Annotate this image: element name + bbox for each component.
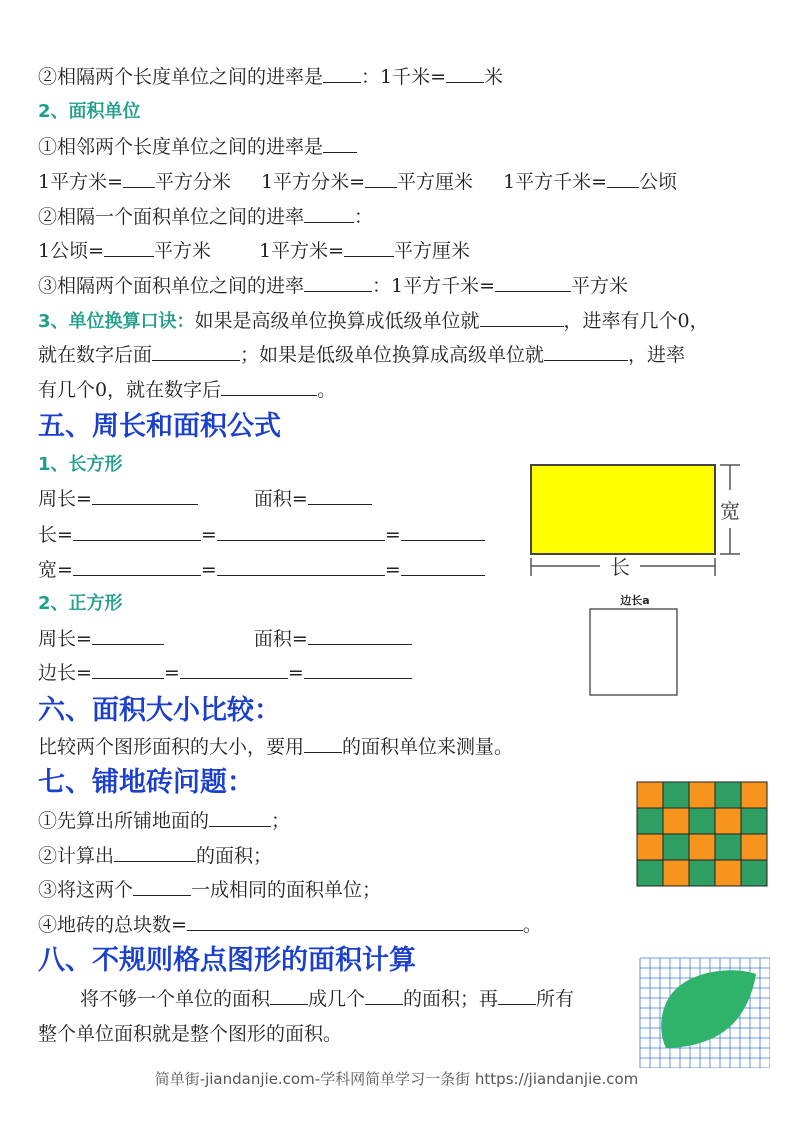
tile [715,860,741,886]
section-rectangle: 1、长方形 [38,454,123,475]
blank[interactable] [480,308,564,327]
rectangle-shape [531,465,715,554]
line-adjacent-rate: ①相邻两个长度单位之间的进率是 [38,134,357,160]
blank[interactable] [221,377,317,396]
line-square-formulas: 周长= 面积= [38,626,412,652]
line-compare: 比较两个图形面积的大小，要用 的面积单位来测量。 [38,736,514,758]
blank[interactable] [323,64,361,83]
width-label: 宽 [720,499,740,523]
line-tile-2: ②计算出 的面积； [38,845,273,867]
side-label: 边长a [620,594,650,607]
tile [715,834,741,860]
blank[interactable] [92,486,198,505]
blank[interactable] [323,134,357,153]
tile [637,860,663,886]
heading-area-compare: 六、面积大小比较： [38,695,281,726]
line-mnemonic-2: 就在数字后面 ；如果是低级单位换算成高级单位就 ，进率 [38,344,686,366]
tile [663,808,689,834]
blank[interactable] [365,169,397,188]
tile [741,782,767,808]
tile [741,834,767,860]
tile [689,860,715,886]
section-area-units: 2、面积单位 [38,101,141,122]
tile [663,834,689,860]
blank[interactable] [187,912,523,931]
blank[interactable] [401,557,485,576]
page-footer: 简单街-jiandanjie.com-学科网简单学习一条街 https://jiandanjie.com [154,1070,639,1088]
length-label: 长 [610,555,630,579]
line-two-apart-rate: ③相隔两个面积单位之间的进率 ：1平方千米= 平方米 [38,275,629,297]
tile [715,782,741,808]
rectangle-figure [526,460,746,580]
heading-tile-problem: 七、铺地砖问题： [38,767,254,798]
blank[interactable] [92,626,164,645]
square-figure [585,590,685,700]
line-grid-2: 整个单位面积就是整个图形的面积。 [38,1023,343,1045]
line-rect-formulas: 周长= 面积= [38,486,372,512]
line-mnemonic-1: 3、单位换算口诀：如果是高级单位换算成低级单位就 ，进率有几个0， [38,310,709,332]
leaf-shape [661,970,756,1048]
line-tile-1: ①先算出所铺地面的 ； [38,810,291,832]
heading-perimeter-area: 五、周长和面积公式 [38,411,281,442]
tile [741,860,767,886]
blank[interactable] [498,986,536,1005]
line-one-apart-rate: ②相隔一个面积单位之间的进率 ： [38,206,374,228]
tile-floor-figure [635,780,769,890]
tile [689,782,715,808]
blank[interactable] [344,238,394,257]
blank[interactable] [180,660,288,679]
blank[interactable] [217,522,385,541]
blank[interactable] [304,204,354,223]
blank[interactable] [495,273,571,292]
line-rect-width: 宽= = = [38,557,485,583]
blank[interactable] [270,986,308,1005]
line-tile-4: ④地砖的总块数= 。 [38,914,542,936]
line-length-rate: ②相隔两个长度单位之间的进率是 ：1千米= 米 [38,66,504,88]
tile [663,860,689,886]
line-rect-length: 长= = = [38,522,485,548]
section-square: 2、正方形 [38,593,123,614]
grid-leaf-figure [638,956,770,1068]
blank[interactable] [446,64,484,83]
line-grid-1: 将不够一个单位的面积 成几个 的面积；再 所有 [80,988,575,1010]
tile [637,782,663,808]
tile [637,834,663,860]
line-area-conversions: 1平方米= 平方分米 1平方分米= 平方厘米 1平方千米= 公顷 [38,171,678,193]
blank[interactable] [114,843,196,862]
square-shape [590,609,677,695]
tile [741,808,767,834]
tile [663,782,689,808]
line-hectare: 1公顷= 平方米 1平方米= 平方厘米 [38,240,471,262]
blank[interactable] [304,660,412,679]
blank[interactable] [308,486,372,505]
tile [715,808,741,834]
blank[interactable] [152,342,240,361]
blank[interactable] [92,660,164,679]
tile [689,834,715,860]
blank[interactable] [544,342,628,361]
heading-irregular-grid: 八、不规则格点图形的面积计算 [38,945,416,976]
blank[interactable] [365,986,403,1005]
tile [689,808,715,834]
blank[interactable] [304,734,342,753]
blank[interactable] [304,273,372,292]
blank[interactable] [209,808,271,827]
blank[interactable] [607,169,639,188]
blank[interactable] [401,522,485,541]
tile [637,808,663,834]
blank[interactable] [133,877,191,896]
blank[interactable] [104,238,154,257]
line-mnemonic-3: 有几个0，就在数字后 。 [38,379,337,401]
blank[interactable] [308,626,412,645]
blank[interactable] [73,522,201,541]
line-square-side: 边长= = = [38,660,412,686]
blank[interactable] [123,169,155,188]
blank[interactable] [217,557,385,576]
line-tile-3: ③将这两个 一成相同的面积单位； [38,879,382,901]
blank[interactable] [73,557,201,576]
